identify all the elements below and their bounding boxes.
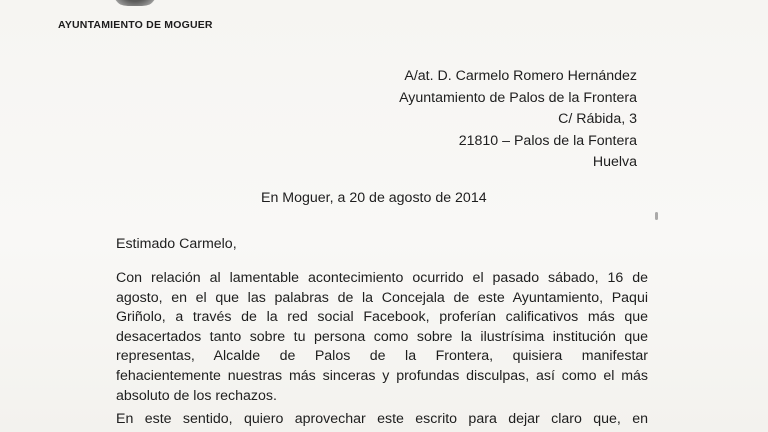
paragraph-line: Griñolo, a través de la red social Facebook, proferían calificativos más que <box>116 309 648 326</box>
paragraph-line: absoluto de los rechazos. <box>116 387 277 404</box>
recipient-postal-city: 21810 – Palos de la Fontera <box>458 132 637 149</box>
paragraph-line: representas, Alcalde de Palos de la Frontera, quisiera manifestar <box>116 348 648 365</box>
recipient-name: A/at. D. Carmelo Romero Hernández <box>404 68 637 84</box>
salutation: Estimado Carmelo, <box>116 236 237 252</box>
recipient-street: C/ Rábida, 3 <box>558 111 637 128</box>
recipient-address-block <box>399 66 637 174</box>
paragraph-line: desacertados tanto sobre tu persona como sobre la ilustrísima institución que <box>116 328 648 345</box>
body-paragraph-1 <box>116 269 648 406</box>
coat-of-arms-seal <box>108 0 162 6</box>
paragraph-line: agosto, en el que las palabras de la Concejala de este Ayuntamiento, Paqui <box>116 289 648 306</box>
date-line: En Moguer, a 20 de agosto de 2014 <box>261 190 487 206</box>
recipient-institution: Ayuntamiento de Palos de la Frontera <box>399 89 637 106</box>
paragraph-line: Con relación al lamentable acontecimiento ocurrido el pasado sábado, 16 de <box>116 270 648 286</box>
paragraph-line: fehacientemente nuestras más sinceras y profundas disculpas, así como el más <box>116 367 648 384</box>
paragraph-line: En este sentido, quiero aprovechar este escrito para dejar claro que, en <box>116 411 648 427</box>
body-paragraph-2 <box>116 410 648 430</box>
letterhead-organization: AYUNTAMIENTO DE MOGUER <box>58 19 213 31</box>
recipient-province: Huelva <box>592 154 637 171</box>
scan-mark <box>655 212 658 220</box>
